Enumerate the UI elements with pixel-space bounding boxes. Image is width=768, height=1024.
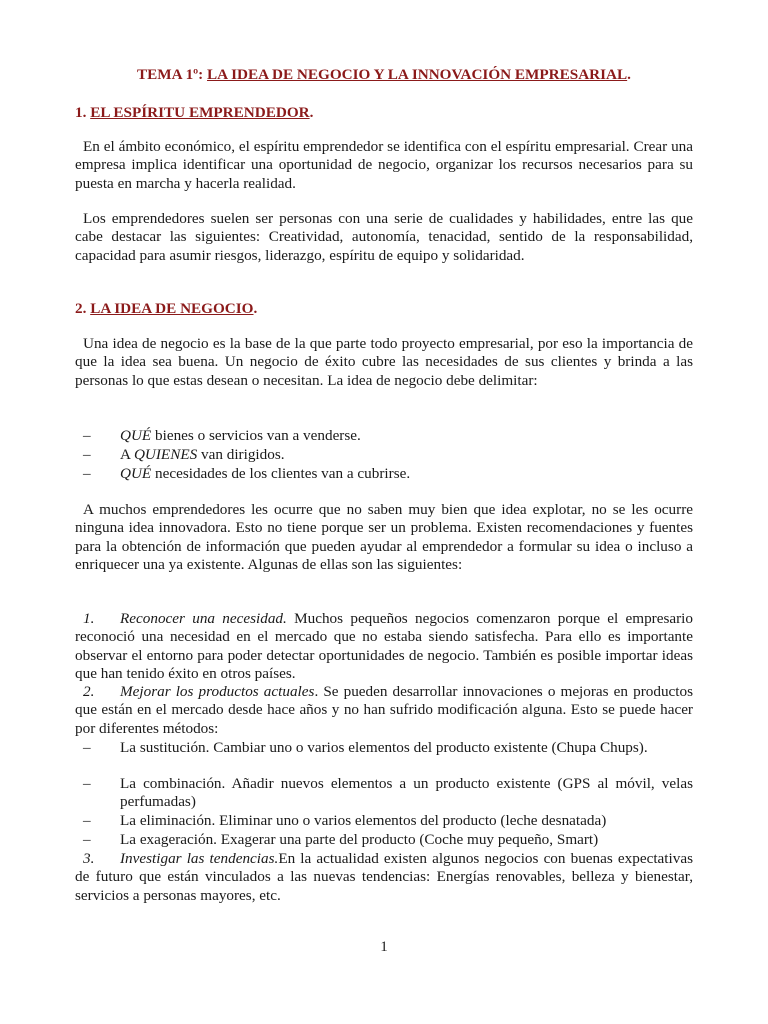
bullet-2-text: van dirigidos. — [197, 446, 285, 463]
item-2-title: Mejorar los productos actuales — [120, 683, 315, 700]
item-2-number: 2. — [83, 683, 95, 700]
method-item-1: – La sustitución. Cambiar uno o varios elementos del producto existente (Chupa Chups). — [75, 739, 693, 757]
bullet-3-text: necesidades de los clientes van a cubrirse. — [151, 465, 411, 482]
method-item-3: – La eliminación. Eliminar uno o varios elementos del producto (leche desnatada) — [75, 812, 693, 830]
section-1-number: 1. — [75, 104, 91, 121]
item-2-text: . Se pueden desarrollar innovaciones o mejoras en productos que están en el mercado desde hace años y no han sufrido modificación alguna. Esto se puede hacer por diferentes métodos: — [75, 683, 693, 737]
bullet-3-emphasis: QUÉ — [120, 465, 152, 482]
title-suffix: . — [627, 66, 631, 83]
section-2-title: LA IDEA DE NEGOCIO — [90, 300, 254, 317]
bullet-1-emphasis: QUÉ — [120, 427, 152, 444]
bullet-item-2 — [75, 446, 693, 464]
section-1-suffix: . — [309, 104, 314, 121]
item-3-title: Investigar las tendencias. — [120, 850, 279, 867]
section-1-heading — [75, 104, 313, 122]
item-1-text: Muchos pequeños negocios comenzaron porque el empresario reconoció una necesidad en el mercado que no estaba siendo satisfecha. Para ello es importante observar el entorno para poder detectar oportunidades de negocio. También es posible importar ideas que han tenido éxito en otros países. — [75, 610, 693, 683]
section-1-title: EL ESPÍRITU EMPRENDEDOR — [90, 104, 310, 121]
item-3-number: 3. — [83, 850, 95, 867]
title-prefix: TEMA 1º: — [137, 66, 208, 83]
item-1-number: 1. — [83, 610, 95, 627]
section-2-paragraph-1: Una idea de negocio es la base de la que parte todo proyecto empresarial, por eso la importancia de que la idea sea buena. Un negocio de éxito cubre las necesidades de sus clientes y brinda a las personas lo que estas desean o necesitan. La idea de negocio debe delimitar: — [75, 335, 693, 389]
item-1-title: Reconocer una necesidad. — [120, 610, 287, 627]
bullet-1-text: bienes o servicios van a venderse. — [151, 427, 361, 444]
section-2-suffix: . — [253, 300, 258, 317]
section-1-paragraph-2: Los emprendedores suelen ser personas con una serie de cualidades y habilidades, entre las que cabe destacar las siguientes: Creatividad, autonomía, tenacidad, sentido de la responsabilidad, capacidad para asumir riesgos, liderazgo, espíritu de equipo y solidaridad. — [75, 210, 693, 264]
bullet-2-emphasis: QUIENES — [133, 446, 198, 463]
section-1-paragraph-1: En el ámbito económico, el espíritu emprendedor se identifica con el espíritu empresarial. Crear una empresa implica identificar una oportunidad de negocio, organizar los recursos necesarios para su puesta en marcha y hacerla realidad. — [75, 138, 693, 192]
bullet-2-pre: A — [120, 446, 134, 463]
bullet-item-3 — [75, 465, 693, 483]
title-main: LA IDEA DE NEGOCIO Y LA INNOVACIÓN EMPRESARIAL — [207, 66, 628, 83]
section-2-paragraph-2: A muchos emprendedores les ocurre que no saben muy bien que idea explotar, no se les ocurre ninguna idea innovadora. Esto no tiene porque ser un problema. Existen recomendaciones y fuentes para la obtención de información que pueden ayudar al emprendedor a formular su idea o incluso a enriquecer una ya existente. Algunas de ellas son las siguientes: — [75, 501, 693, 574]
numbered-item-2 — [75, 683, 693, 738]
section-2-number: 2. — [75, 300, 91, 317]
page-number: 1 — [380, 939, 388, 955]
bullet-item-1 — [75, 427, 693, 445]
method-item-4: – La exageración. Exagerar una parte del producto (Coche muy pequeño, Smart) — [75, 831, 693, 849]
section-2-heading — [75, 300, 257, 318]
numbered-item-1 — [75, 610, 693, 684]
numbered-item-3 — [75, 850, 693, 905]
method-item-2: – La combinación. Añadir nuevos elementos a un producto existente (GPS al móvil, velas perfumadas) — [75, 775, 693, 812]
item-3-text: En la actualidad existen algunos negocios con buenas expectativas de futuro que están vinculados a las nuevas tendencias: Energías renovables, belleza y bienestar, servicios a personas mayores, etc. — [75, 850, 693, 904]
document-title — [75, 66, 693, 84]
